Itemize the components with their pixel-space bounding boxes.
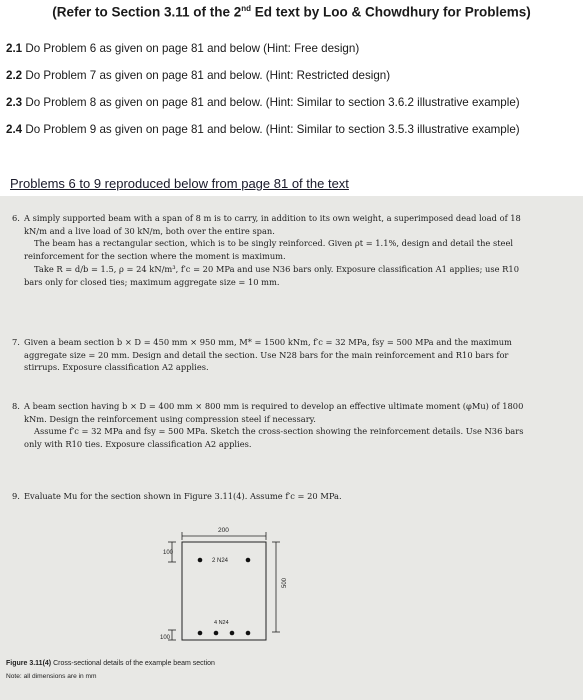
problem-paragraph: Given a beam section b × D = 450 mm × 950 mm, M* = 1500 kNm, f′c = 32 MPa, fsy = 500 MPa and the maximum aggregate size = 20 mm. Design and detail the section. Use N28 bars for the main reinforcement and R10 bars for stirrups. Exposure classification A2 applies. [24,337,512,373]
page-heading [0,4,583,20]
problem-number: 2.1 [6,42,23,55]
top-rebar [246,558,251,563]
section-subheading: Problems 6 to 9 reproduced below from page 81 of the text [10,176,349,191]
figure-caption-text: Cross-sectional details of the example beam section [51,660,215,667]
problem-number: 8. [12,401,20,411]
problem-8 [12,400,534,451]
problem-number: 6. [12,213,20,223]
bottom-rebar [230,631,235,636]
problem-text: Do Problem 9 as given on page 81 and below. (Hint: Similar to section 3.5.3 illustrative example) [22,123,520,136]
problem-6 [12,212,534,288]
bottom-bars-label: 4 N24 [214,620,229,626]
figure-caption [6,660,215,667]
list-item [6,94,578,121]
problem-7 [12,336,534,374]
bottom-rebar [214,631,219,636]
figure-caption-label: Figure 3.11(4) [6,660,52,667]
problem-9 [12,490,534,503]
heading-superscript: nd [241,4,252,13]
problem-paragraph: Take R = d/b = 1.5, ρ = 24 kN/m³, f′c = 20 MPa and use N36 bars only. Exposure classification A1 applies; use R10 bars only for closed ties; maximum aggregate size = 10 mm. [24,263,519,287]
problem-text: Do Problem 7 as given on page 81 and below. (Hint: Restricted design) [22,69,391,82]
beam-cross-section-figure [160,522,300,652]
heading-text-end: Ed text by Loo & Chowdhury for Problems) [251,4,531,20]
problem-number: 2.4 [6,123,23,136]
problem-paragraph: A simply supported beam with a span of 8 m is to carry, in addition to its own weight, a superimposed dead load of 18 kN/m and a live load of 30 kN/m, both over the entire span. [24,213,521,236]
problem-number: 2.2 [6,69,23,82]
dim-label-bottom-cover: 100 [160,635,171,641]
bottom-rebar [198,631,203,636]
problem-number: 7. [12,337,20,347]
heading-text: (Refer to Section 3.11 of the 2 [52,4,242,20]
list-item [6,67,578,94]
problem-text: Do Problem 6 as given on page 81 and below (Hint: Free design) [22,42,360,55]
bottom-rebar [246,631,251,636]
problem-paragraph: A beam section having b × D = 400 mm × 800 mm is required to develop an effective ultimate moment (φMu) of 1800 kNm. Design the reinforcement using compression steel if necessary. [24,401,524,424]
top-bars-label: 2 N24 [212,558,229,564]
problem-number: 2.3 [6,96,23,109]
problem-text: Do Problem 8 as given on page 81 and below. (Hint: Similar to section 3.6.2 illustrative example) [22,96,520,109]
top-rebar [198,558,203,563]
problem-paragraph: Assume f′c = 32 MPa and fsy = 500 MPa. Sketch the cross-section showing the reinforcement details. Use N36 bars only with R10 ties. Exposure classification A2 applies. [24,426,524,450]
list-item [6,40,578,67]
list-item [6,121,578,148]
problem-number: 9. [12,491,20,501]
dim-label-depth: 500 [282,577,288,588]
figure-note: Note: all dimensions are in mm [6,673,97,680]
problems-list [6,40,578,148]
problem-paragraph: Evaluate Mu for the section shown in Figure 3.11(4). Assume f′c = 20 MPa. [24,491,342,501]
dim-label-top-cover: 100 [163,550,174,556]
dim-label-width: 200 [218,527,229,534]
problem-paragraph: The beam has a rectangular section, which is to be singly reinforced. Given ρt = 1.1%, design and detail the steel reinforcement for the section where the moment is maximum. [24,238,514,262]
